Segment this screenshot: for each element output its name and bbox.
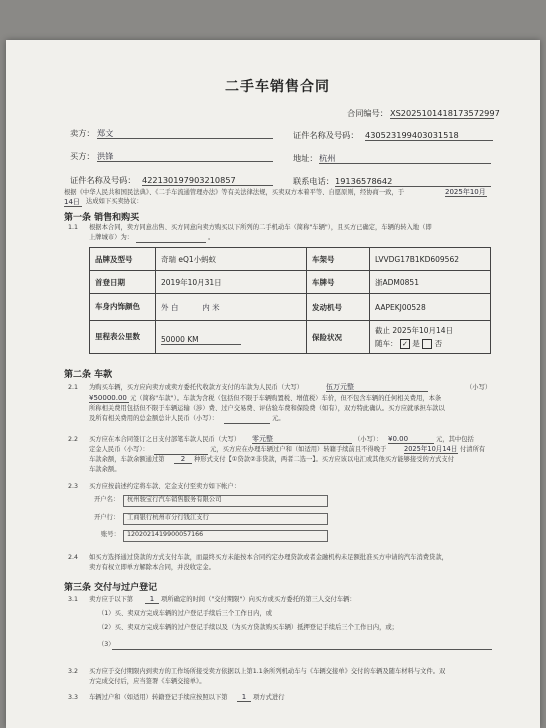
buyer-id-label: 证件名称及号码： bbox=[70, 175, 136, 185]
clause-1-1-end: 。 bbox=[208, 234, 215, 241]
section1-heading: 第一条 销售和购买 bbox=[64, 213, 140, 223]
clause-2-4-no: 2.4 bbox=[68, 554, 79, 561]
buyer-id-value: 422130197903210857 bbox=[142, 175, 273, 186]
clause-2-2-l1c: 元，其中包括 bbox=[436, 436, 474, 443]
account-no: 1202021419900057166 bbox=[123, 530, 328, 542]
deposit-upper: 零元整 bbox=[252, 435, 352, 444]
payment-method: 2 bbox=[174, 455, 192, 464]
total-price-upper: 伍万元整 bbox=[326, 383, 428, 392]
clause-2-1-l4a: 及所有相关费用的总金额总计人民币（小写）： bbox=[89, 415, 219, 422]
registration-city-field bbox=[136, 234, 206, 243]
clause-2-2-l3a: 车款余额，车款余额通过第 bbox=[89, 456, 165, 463]
insurance-follow-label: 随车： bbox=[375, 339, 398, 348]
phone-value: 19136578642 bbox=[335, 176, 491, 187]
insurance-label: 保险状况 bbox=[307, 321, 370, 354]
clause-2-2-l1b: （小写）： bbox=[354, 436, 383, 443]
contract-no-value: XS2025101418173572997 bbox=[390, 108, 500, 118]
delivery-option-3: （3） bbox=[98, 641, 115, 648]
clause-3-3-l1b: 项方式进行 bbox=[253, 694, 285, 701]
account-bank: 工商银行杭州市分行钱江支行 bbox=[123, 513, 328, 525]
color-value: 外 白 内 米 bbox=[156, 294, 307, 321]
buyer-value: 洪锋 bbox=[97, 151, 273, 162]
clause-2-2-l2a: 定金人民币（小写）： bbox=[89, 446, 149, 453]
vin-value: LVVDG17B1KD609562 bbox=[370, 248, 491, 271]
insurance-follow bbox=[375, 338, 485, 349]
clause-2-3-l1: 买方应按前述约定将车款、定金支付至卖方如下帐户： bbox=[89, 483, 241, 490]
account-name-label: 开户名： bbox=[94, 496, 120, 503]
account-name: 杭州骏宝行汽车销售服务有限公司 bbox=[123, 495, 328, 507]
preamble-line2: 达成如下买卖协议： bbox=[86, 198, 143, 205]
deposit-lower: ¥0.00 bbox=[388, 435, 434, 444]
table-row bbox=[90, 248, 491, 271]
mileage-value: 50000 KM bbox=[161, 335, 241, 345]
total-price-lower: ¥50000.00 bbox=[89, 394, 129, 403]
clause-2-2-l3b: 种形式支付【①贷款②非贷款，两者二选一】。买方应该以电汇或其他买方能够接受的方式支付 bbox=[194, 456, 455, 463]
clause-1-1-line1: 根据本合同，卖方同意出售、买方同意向卖方购买以下所列的二手机动车（简称"车辆"），且买方已确定，车辆的转入地（即 bbox=[89, 224, 432, 231]
engine-label: 发动机号 bbox=[307, 294, 370, 321]
account-bank-label: 开户行： bbox=[94, 514, 120, 521]
clause-2-1-l1a: 为购买车辆，买方应向卖方或卖方委托代收款方支付的车款为人民币（大写） bbox=[89, 384, 304, 391]
clause-1-1-line2: 上牌城市）为： bbox=[89, 234, 134, 241]
clause-2-1-no: 2.1 bbox=[68, 384, 79, 391]
transfer-option: 1 bbox=[237, 693, 251, 702]
preamble-line1: 根据《中华人民共和国民法典》、《二手车流通管理办法》等有关法律法规，买卖双方本着平等、自愿原则，经协商一致，于 bbox=[64, 189, 405, 196]
first-reg-value: 2019年10月31日 bbox=[156, 271, 307, 294]
address-label: 地址： bbox=[293, 153, 318, 163]
buyer-label: 买方： bbox=[70, 151, 95, 161]
delivery-option-2: （2）买、卖双方完成车辆的过户登记手续以及（为买方贷款购买车辆）抵押登记手续后三个工作日内，或； bbox=[98, 624, 398, 631]
plate-label: 车牌号 bbox=[307, 271, 370, 294]
vin-label: 车架号 bbox=[307, 248, 370, 271]
clause-3-2-l2: 方完成交付后，应当签署《车辆交接单》。 bbox=[89, 678, 206, 685]
total-amount-field bbox=[224, 415, 270, 424]
brand-value: 奇瑞 eQ1小蚂蚁 bbox=[156, 248, 307, 271]
account-no-label: 账号： bbox=[101, 531, 120, 538]
seller-label: 卖方： bbox=[70, 128, 95, 138]
first-reg-label: 首登日期 bbox=[90, 271, 156, 294]
color-label: 车身内饰颜色 bbox=[90, 294, 156, 321]
clause-2-3-no: 2.3 bbox=[68, 483, 79, 490]
vehicle-info-table bbox=[89, 247, 491, 354]
page-title: 二手车销售合同 bbox=[225, 79, 330, 95]
section2-heading: 第二条 车款 bbox=[64, 370, 113, 380]
seller-value: 郑文 bbox=[97, 128, 273, 139]
delivery-option: 1 bbox=[145, 595, 159, 604]
preamble-date: 2025年10月 bbox=[445, 188, 486, 196]
payoff-deadline: 2025年10月14日 bbox=[404, 445, 458, 453]
table-row bbox=[90, 321, 491, 354]
mileage-cell bbox=[156, 321, 307, 354]
clause-2-2-l4: 车款余额。 bbox=[89, 466, 121, 473]
table-row bbox=[90, 271, 491, 294]
clause-3-2-l1: 买方应于交付期限内到卖方的工作场所接受卖方依据以上第1.1条所列机动车与《车辆交接单》交付的车辆及随车材料与文件。双 bbox=[89, 668, 446, 675]
yes-checkbox: ✓ bbox=[400, 339, 410, 349]
delivery-option-1: （1）买、卖双方完成车辆的过户登记手续后三个工作日内，或 bbox=[98, 610, 273, 617]
clause-2-1-l3: 所称相关费用包括但不限于车辆运输（涉）费、过户交易费、评估验车费和保险费（如有），双方特此确认。买方应就承担车款以 bbox=[89, 405, 445, 412]
section3-heading: 第三条 交付与过户登记 bbox=[64, 583, 158, 593]
clause-2-2-l1a: 买方应在本合同签订之日支付部笔车款人民币（大写） bbox=[89, 436, 241, 443]
clause-2-4-l1: 如买方选择通过贷款的方式支付车款，而最终买方未能按本合同约定办理贷款或者金融机构未足额批准买方申请的汽车消费贷款， bbox=[89, 554, 448, 561]
clause-3-1-l1a: 卖方应于以下第 bbox=[89, 596, 134, 603]
clause-2-1-l2: 元（简称"车款"）。车款为含税（包括但不限于车辆购置税、增值税）车价，但不包含车辆的任何相关费用，本条 bbox=[130, 395, 442, 402]
clause-3-3-l1a: 车辆过户和（如适用）转籍登记手续应按照以下第 bbox=[89, 694, 228, 701]
delivery-option-3-field bbox=[112, 641, 492, 650]
no-label: 否 bbox=[434, 339, 443, 348]
seller-id-label: 证件名称及号码： bbox=[293, 130, 359, 140]
contract-no-label: 合同编号： bbox=[347, 108, 388, 118]
yes-label: 是 bbox=[412, 339, 420, 348]
brand-label: 品牌及型号 bbox=[90, 248, 156, 271]
insurance-expiry: 截止 2025年10月14日 bbox=[375, 326, 454, 335]
clause-3-3-no: 3.3 bbox=[68, 694, 79, 701]
earnest-field bbox=[154, 446, 208, 455]
clause-2-1-l1b: （小写） bbox=[466, 384, 492, 391]
clause-2-2-l2c: 付清所有 bbox=[460, 446, 486, 453]
phone-label: 联系电话： bbox=[293, 176, 334, 186]
engine-value: AAPEKJ00528 bbox=[370, 294, 491, 321]
clause-3-1-l1b: 项所确定的时间（"交付期限"）向买方或买方委托的第三人交付车辆： bbox=[161, 596, 356, 603]
clause-2-2-l2b: 元，买方应在办理车辆过户和（如适用）转籍手续前且不得晚于 bbox=[210, 446, 387, 453]
clause-1-1-no: 1.1 bbox=[68, 224, 79, 231]
address-value: 杭州 bbox=[319, 153, 491, 164]
clause-2-4-l2: 卖方有权立即单方解除本合同，并没收定金。 bbox=[89, 564, 215, 571]
clause-3-2-no: 3.2 bbox=[68, 668, 79, 675]
clause-3-1-no: 3.1 bbox=[68, 596, 79, 603]
contract-page bbox=[6, 40, 540, 728]
insurance-cell bbox=[370, 321, 491, 354]
seller-id-value: 430523199403031518 bbox=[365, 130, 493, 141]
plate-value: 浙ADM0851 bbox=[370, 271, 491, 294]
no-checkbox bbox=[422, 339, 432, 349]
preamble-day: 14日 bbox=[64, 198, 82, 207]
table-row bbox=[90, 294, 491, 321]
mileage-label: 里程表公里数 bbox=[90, 321, 156, 354]
clause-2-2-no: 2.2 bbox=[68, 436, 79, 443]
clause-2-1-l4b: 元。 bbox=[272, 415, 285, 422]
